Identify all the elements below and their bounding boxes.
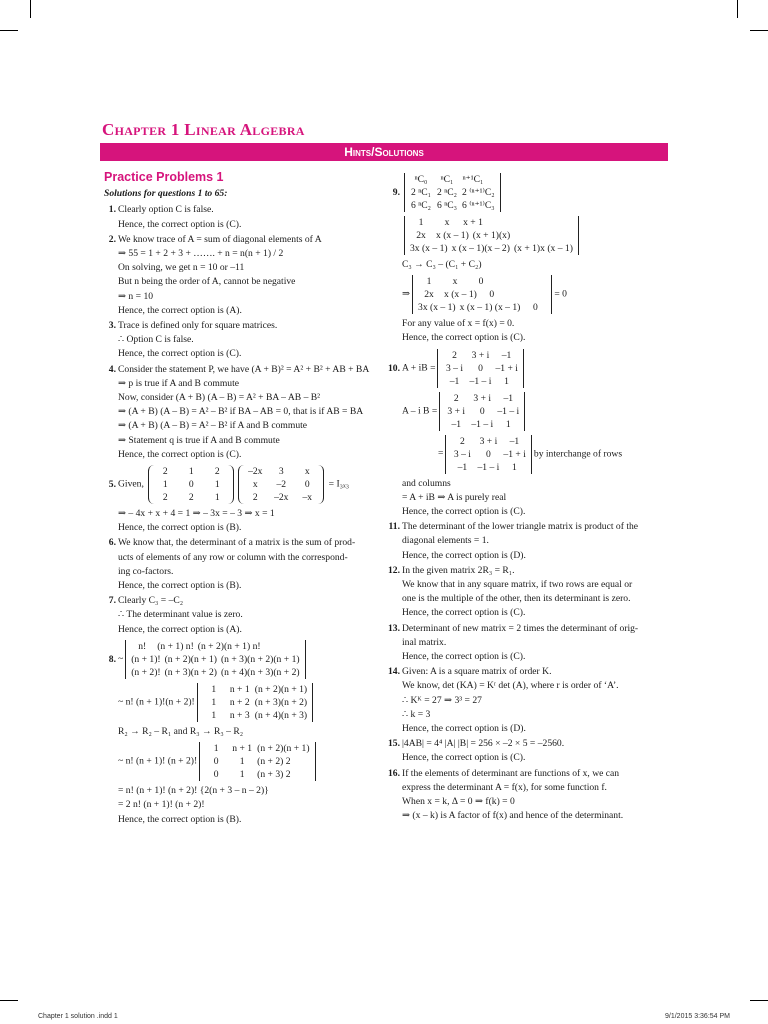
factor-prefix: ~ n! (n + 1)! (n + 2)! — [118, 755, 198, 767]
matrix-equation — [402, 348, 670, 389]
text-line: ⇒ 55 = 1 + 2 + 3 + ……. + n = n(n + 1) / 2 — [118, 248, 284, 260]
item-number: 1. — [108, 204, 116, 216]
matrix-cell: –2x — [248, 466, 263, 478]
text-line: When x = k, Δ = 0 ⇒ f(k) = 0 — [402, 796, 515, 808]
text-line: ∴ Kᴷ = 27 ⇒ 3³ = 27 — [402, 694, 482, 706]
given-label: Given, — [118, 478, 144, 490]
solution-item — [104, 536, 384, 593]
hints-banner: Hints/Solutions — [100, 143, 668, 161]
text-line: Hence, the correct option is (C). — [402, 752, 526, 764]
matrix-cell: 2 ⁿC₂ — [437, 187, 457, 198]
matrix-row — [129, 640, 301, 653]
item-number: 14. — [388, 666, 400, 678]
matrix-row — [242, 491, 320, 504]
matrix-cell: (n + 2)(n + 1) — [164, 653, 217, 665]
matrix-cell: 6 ⁽ⁿ⁺¹⁾C₃ — [462, 200, 495, 211]
matrix-cell: –1 — [457, 461, 468, 473]
text-line: ⇒ (A + B) (A – B) = A² – B² if BA – AB = 0, that is if AB = BA — [118, 406, 364, 418]
determinant — [412, 275, 552, 314]
matrix-cell: x — [444, 217, 450, 228]
matrix-row — [242, 478, 320, 491]
solution-item — [104, 319, 384, 362]
determinant — [197, 683, 313, 722]
matrix-equation: ⇒ 1 x 0 2x x (x – 1) 0 3x (x – 1) x (x – 1) (x – 1) 0 = 0 — [402, 276, 567, 314]
matrix-equation — [402, 172, 670, 213]
matrix-cell: 3 + i — [479, 435, 498, 447]
footer-timestamp: 9/1/2015 3:36:54 PM — [665, 1013, 730, 1020]
text-line: Clearly option C is false. — [118, 204, 214, 216]
matrix-cell: 0 — [188, 479, 194, 491]
determinant — [404, 173, 501, 212]
matrix-equation — [118, 464, 384, 505]
text-line: ∴ Option C is false. — [118, 334, 194, 346]
matrix-cell: 2x — [416, 230, 426, 241]
text-line: In the given matrix 2R₃ = R₁. — [402, 564, 515, 576]
text-line: diagonal elements = 1. — [402, 535, 489, 547]
matrix-cell: 2 — [162, 466, 168, 478]
text-line: Given: A is a square matrix of order K. — [402, 666, 552, 678]
text-line: Hence, the correct option is (C). — [118, 448, 242, 460]
matrix-row — [152, 478, 230, 491]
matrix-cell: 0 — [304, 479, 310, 491]
matrix-cell: 0 — [213, 769, 219, 781]
text-line: ⇒ p is true if A and B commute — [118, 377, 240, 389]
matrix-cell: 2 — [214, 466, 220, 478]
solution-item — [104, 363, 384, 462]
matrix-cell: (n + 4)(n + 3)(n + 2) — [220, 666, 300, 678]
crop-mark — [0, 1000, 18, 1001]
solution-item — [104, 233, 384, 318]
matrix-cell: 2 ⁽ⁿ⁺¹⁾C₂ — [462, 187, 495, 198]
matrix-cell: 2 — [453, 392, 459, 404]
crop-mark — [737, 0, 738, 18]
matrix-equation — [402, 391, 670, 432]
matrix-cell: (n + 3)(n + 2)(n + 1) — [220, 653, 300, 665]
solution-item — [104, 464, 384, 535]
text-line: Hence, the correct option is (D). — [402, 723, 526, 735]
matrix-row — [242, 465, 320, 478]
matrix-cell: 3x (x – 1) — [418, 302, 456, 314]
matrix-cell: (n + 2)(n + 1) — [254, 683, 308, 695]
text-line: ⇒ (x – k) is A factor of f(x) and hence of the determinant. — [402, 810, 624, 822]
matrix-cell: –x — [302, 492, 313, 504]
text-line: Hence, the correct option is (B). — [118, 813, 242, 825]
text-line: For any value of x = f(x) = 0. — [402, 318, 515, 330]
matrix-cell: 3 + i — [447, 405, 466, 417]
matrix-row — [152, 465, 230, 478]
matrix-row — [408, 199, 497, 212]
matrix-cell: x — [304, 466, 310, 478]
lhs-label: A – i B = — [402, 405, 438, 417]
determinant — [445, 435, 531, 474]
text-line: = n! (n + 1)! (n + 2)! {2(n + 3 – n – 2)} — [118, 785, 269, 797]
matrix-cell: –1 – i — [471, 418, 494, 430]
text-line: Determinant of new matrix = 2 times the determinant of orig- — [402, 622, 639, 634]
matrix-row — [408, 216, 575, 229]
item-number: 3. — [108, 320, 116, 332]
matrix-cell: –1 — [449, 375, 460, 387]
matrix-cell: 2 — [252, 492, 258, 504]
column-operation: C₃ → C₃ – (C₁ + C₂) — [402, 259, 482, 270]
matrix-cell: 1 — [211, 696, 217, 708]
matrix-row — [129, 653, 301, 666]
matrix-equation: ~ n! (n + 1) n! (n + 2)(n + 1) n! (n + 1)! (n + 2)(n + 1) (n + 3)(n + 2)(n + 1) (n + 2)! (n + 3)(n + 2) (n + 4)(n + 3)(n + 2) — [118, 639, 384, 680]
matrix-equation: = 2 3 + i –1 3 – i 0 –1 + i –1 –1 – i 1 by interchange of rows — [438, 435, 623, 473]
matrix-cell: (n + 2)(n + 1) — [257, 743, 310, 755]
item-number: 10. — [388, 362, 400, 374]
footer-filename: Chapter 1 solution .indd 1 — [38, 1013, 118, 1020]
determinant — [404, 216, 579, 255]
matrix-cell: 2x — [424, 289, 434, 301]
matrix-cell: (n + 2)! — [131, 666, 161, 678]
text-line: We know, det (KA) = Kʳ det (A), where r is order of ‘A’. — [402, 680, 619, 692]
matrix-cell: 0 — [478, 362, 483, 374]
text-line: ⇒ – 4x + x + 4 = 1 ⇒ – 3x = – 3 ⇒ x = 1 — [118, 508, 275, 520]
matrix-cell: (n + 1)! — [131, 653, 161, 665]
solution-item — [388, 665, 670, 736]
solution-item — [388, 767, 670, 824]
matrix-cell: 3 — [278, 466, 284, 478]
matrix-row — [408, 173, 497, 186]
text-line: Hence, the correct option is (A). — [118, 304, 242, 316]
text-line: and columns — [402, 477, 451, 489]
matrix-cell: 0 — [532, 302, 538, 314]
matrix-equation — [118, 741, 384, 782]
text-line: Hence, the correct option is (B). — [118, 522, 242, 534]
text-line: one is the multiple of the other, then its determinant is zero. — [402, 593, 631, 605]
matrix-cell: x (x – 1) — [444, 289, 477, 301]
matrix-cell: 3 + i — [473, 392, 492, 404]
matrix-cell: 1 — [214, 492, 220, 504]
solution-item — [388, 622, 670, 665]
right-column — [388, 170, 670, 824]
matrix-row — [441, 349, 519, 362]
determinant — [199, 742, 315, 781]
determinant — [125, 640, 305, 679]
text-line: The determinant of the lower triangle matrix is product of the — [402, 521, 639, 533]
text-line: ing co-factors. — [118, 565, 174, 577]
text-line: Hence, the correct option is (D). — [402, 549, 526, 561]
item-number: 7. — [108, 595, 116, 607]
text-line: Hence, the correct option is (A). — [118, 623, 242, 635]
crop-mark — [750, 1000, 768, 1001]
text-line: We know trace of A = sum of diagonal elements of A — [118, 233, 322, 245]
crop-mark — [0, 30, 18, 31]
crop-mark — [30, 0, 31, 18]
text-line: ⇒ Statement q is true if A and B commute — [118, 434, 280, 446]
matrix-cell: n + 1 — [232, 743, 253, 755]
item-number: 8. — [108, 653, 116, 665]
lhs-label: A + iB = — [402, 362, 436, 374]
item-number: 12. — [388, 564, 400, 576]
matrix-row — [201, 683, 309, 696]
determinant — [439, 392, 525, 431]
matrix-cell: 1 — [239, 756, 245, 768]
matrix-cell: –1 – i — [497, 405, 520, 417]
solution-item — [388, 737, 670, 765]
matrix-cell: –1 – i — [477, 461, 500, 473]
matrix-cell: –1 + i — [495, 362, 518, 374]
matrix-cell: –1 — [501, 349, 512, 361]
solution-item — [104, 594, 384, 637]
item-number: 6. — [108, 537, 116, 549]
matrix-cell: x (x – 1)(x – 2) — [451, 243, 510, 254]
crop-mark — [750, 30, 768, 31]
matrix — [148, 465, 234, 504]
solutions-heading: Solutions for questions 1 to 65: — [104, 188, 228, 200]
matrix-cell: n + 2 — [229, 696, 250, 708]
matrix-cell: (n + 3) 2 — [257, 769, 291, 781]
matrix-cell: –1 — [509, 435, 520, 447]
matrix-cell: x (x – 1) — [436, 230, 469, 241]
text-line: If the elements of determinant are functions of x, we can — [402, 767, 620, 779]
matrix-row — [203, 755, 311, 768]
matrix-cell: (n + 4)(n + 3) — [254, 709, 308, 721]
matrix-row — [416, 301, 548, 314]
matrix-cell: 1 — [162, 479, 168, 491]
row-operation: R₂ → R₂ – R₁ and R₃ → R₃ – R₂ — [118, 725, 244, 737]
text-line: express the determinant A = f(x), for some function f. — [402, 781, 607, 793]
solution-item — [104, 203, 384, 231]
solution-item — [388, 520, 670, 563]
solution-item — [388, 172, 670, 346]
matrix-cell: 2 — [188, 492, 194, 504]
matrix-cell: n + 1 — [229, 683, 250, 695]
matrix-row — [443, 405, 521, 418]
matrix-row — [408, 186, 497, 199]
matrix-row — [441, 362, 519, 375]
item-number: 15. — [388, 738, 400, 750]
matrix-row — [408, 229, 575, 242]
text-line: We know that in any square matrix, if two rows are equal or — [402, 579, 633, 591]
matrix-row — [449, 461, 527, 474]
matrix-row — [443, 418, 521, 431]
matrix — [238, 465, 324, 504]
matrix-cell: 1 — [211, 709, 217, 721]
matrix-cell: 6 ⁿC₂ — [411, 200, 431, 211]
matrix-cell: 1 — [426, 276, 432, 288]
matrix-cell: 1 — [213, 743, 219, 755]
text-line: Hence, the correct option is (C). — [402, 651, 526, 663]
matrix-row — [416, 288, 548, 301]
matrix-cell: x (x – 1) (x – 1) — [459, 302, 521, 314]
text-line: Hence, the correct option is (C). — [402, 332, 526, 344]
text-line: Now, consider (A + B) (A – B) = A² + BA – AB – B² — [118, 392, 321, 404]
matrix-cell: n! — [138, 640, 147, 652]
text-line: inal matrix. — [402, 636, 447, 648]
item-number: 2. — [108, 233, 116, 245]
matrix-row — [408, 242, 575, 255]
text-line: ⇒ (A + B) (A – B) = A² – B² if A and B commute — [118, 420, 308, 432]
matrix-cell: (x + 1)(x) — [472, 230, 511, 241]
text-line: We know that, the determinant of a matrix is the sum of prod- — [118, 537, 356, 549]
matrix-cell: 0 — [213, 756, 219, 768]
matrix-cell: 3 + i — [471, 349, 490, 361]
item-number: 4. — [108, 363, 116, 375]
text-line: |4AB| = 4⁴ |A| |B| = 256 × –2 × 5 = –2560. — [402, 738, 565, 750]
matrix-row — [416, 275, 548, 288]
matrix-cell: 2 — [460, 435, 465, 447]
matrix-cell: ⁿC₀ — [414, 174, 428, 185]
text-line: Hence, the correct option is (C). — [118, 218, 242, 230]
text-line: Hence, the correct option is (C). — [118, 348, 242, 360]
text-line: = 2 n! (n + 1)! (n + 2)! — [118, 799, 205, 811]
matrix-cell: –1 — [451, 418, 462, 430]
text-line: Hence, the correct option is (C). — [402, 506, 526, 518]
text-line: = A + iB ⇒ A is purely real — [402, 491, 507, 503]
matrix-cell: –2 — [276, 479, 287, 491]
text-line: Trace is defined only for square matrices. — [118, 320, 278, 332]
text-line: Consider the statement P, we have (A + B)² = A² + B² + AB + BA — [118, 363, 370, 375]
determinant — [437, 349, 523, 388]
matrix-row — [203, 742, 311, 755]
matrix-cell: –1 + i — [503, 448, 526, 460]
text-line: On solving, we get n = 10 or –11 — [118, 262, 245, 274]
matrix-row — [129, 666, 301, 679]
matrix-row — [203, 768, 311, 781]
matrix-cell: 1 — [214, 479, 220, 491]
matrix-cell: 3 – i — [453, 448, 471, 460]
matrix-cell: x — [252, 479, 258, 491]
solution-item — [388, 564, 670, 621]
matrix-cell: 0 — [478, 276, 484, 288]
matrix-cell: (x + 1)x (x – 1) — [513, 243, 573, 254]
matrix-cell: (n + 3)(n + 2) — [164, 666, 217, 678]
practice-heading: Practice Problems 1 — [104, 170, 224, 184]
chapter-title: Chapter 1 Linear Algebra — [102, 120, 305, 139]
item-number: 9. — [392, 187, 400, 198]
matrix-row — [152, 491, 230, 504]
matrix-cell: –1 — [503, 392, 514, 404]
matrix-cell: 1 — [239, 769, 245, 781]
matrix-cell: (n + 2)(n + 1) n! — [197, 640, 261, 652]
matrix-cell: 1 — [504, 375, 509, 387]
text-line: ucts of elements of any row or column with the correspond- — [118, 551, 348, 563]
matrix-cell: ⁿC₁ — [440, 174, 454, 185]
matrix-cell: n + 3 — [229, 709, 250, 721]
matrix-row — [449, 435, 527, 448]
solution-item — [104, 639, 384, 827]
item-number: 13. — [388, 622, 400, 634]
matrix-cell: x — [452, 276, 458, 288]
matrix-cell: 1 — [505, 418, 511, 430]
matrix-cell: 1 — [188, 466, 194, 478]
matrix-cell: –1 – i — [469, 375, 492, 387]
matrix-cell: 0 — [486, 448, 491, 460]
matrix-cell: x + 1 — [463, 217, 483, 228]
identity-result: = I₃ₓ₃ — [328, 478, 350, 490]
text-line: ∴ k = 3 — [402, 708, 431, 720]
matrix-cell: 2 — [452, 349, 457, 361]
interchange-note: by interchange of rows — [533, 448, 623, 460]
matrix-row — [201, 709, 309, 722]
text-line: ∴ The determinant value is zero. — [118, 609, 243, 621]
matrix-cell: 6 ⁿC₃ — [437, 200, 457, 211]
matrix-cell: 3x (x – 1) — [410, 243, 448, 254]
matrix-cell: 0 — [489, 289, 495, 301]
text-line: ⇒ n = 10 — [118, 290, 154, 302]
matrix-row — [443, 392, 521, 405]
item-number: 16. — [388, 767, 400, 779]
matrix-cell: 1 — [418, 217, 424, 228]
matrix-cell: 0 — [479, 405, 485, 417]
matrix-cell: ⁿ⁺¹C₁ — [462, 174, 484, 185]
text-line: But n being the order of A, cannot be negative — [118, 276, 296, 288]
zero-result: = 0 — [554, 288, 567, 300]
item-number: 11. — [388, 521, 400, 533]
text-line: Hence, the correct option is (B). — [118, 580, 242, 592]
left-column — [104, 170, 384, 828]
matrix-row — [441, 375, 519, 388]
matrix-equation — [118, 682, 384, 723]
item-number: 5. — [108, 479, 116, 491]
matrix-cell: (n + 3)(n + 2) — [254, 696, 308, 708]
matrix-cell: 1 — [211, 683, 217, 695]
text-line: Clearly C₃ = –C₂ — [118, 595, 184, 607]
matrix-cell: 3 – i — [445, 362, 464, 374]
matrix-row — [449, 448, 527, 461]
matrix-cell: 2 ⁿC₁ — [411, 187, 431, 198]
factor-prefix: ~ n! (n + 1)!(n + 2)! — [118, 696, 195, 708]
matrix-cell: (n + 2) 2 — [257, 756, 291, 768]
matrix-cell: (n + 1) n! — [157, 640, 194, 652]
matrix-cell: 1 — [512, 461, 517, 473]
text-line: Hence, the correct option is (C). — [402, 607, 526, 619]
solution-item — [388, 348, 670, 520]
matrix-equation — [402, 215, 670, 256]
matrix-cell: 2 — [162, 492, 168, 504]
matrix-row — [201, 696, 309, 709]
matrix-cell: –2x — [274, 492, 289, 504]
